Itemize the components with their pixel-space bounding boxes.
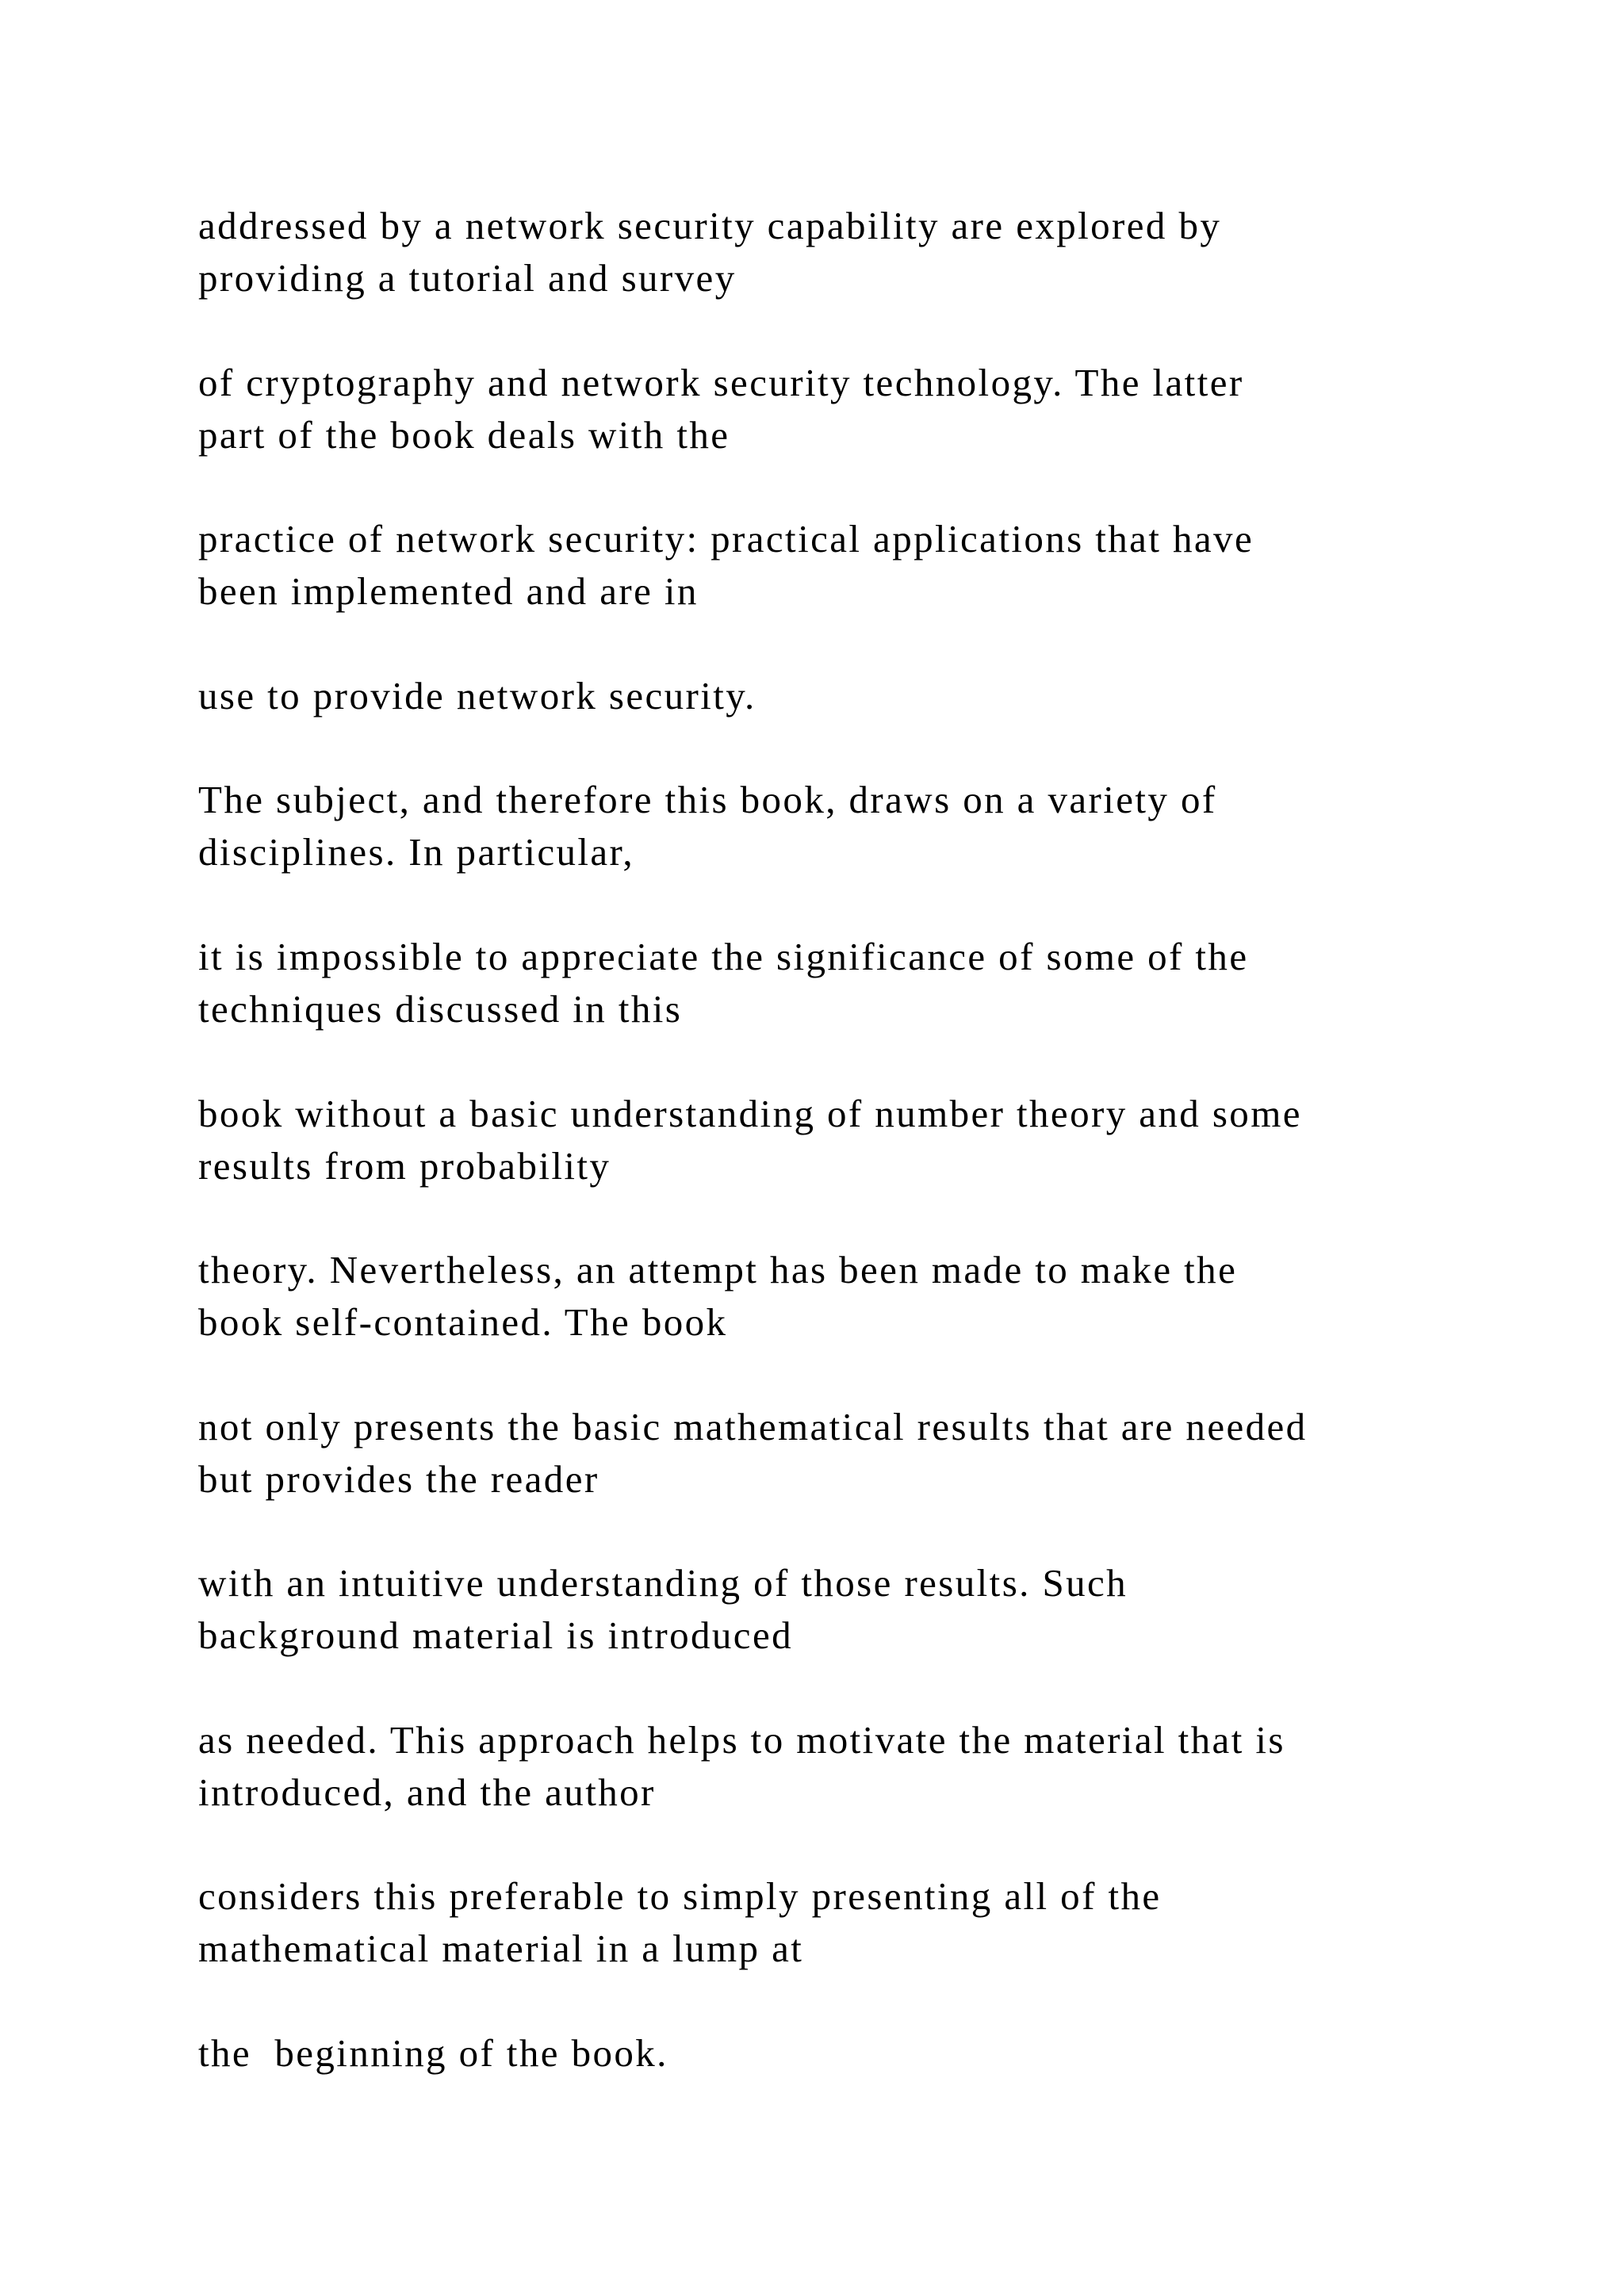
text-line: The subject, and therefore this book, draws on a variety of [198, 778, 1217, 821]
text-line: techniques discussed in this [198, 987, 683, 1031]
text-line: of cryptography and network security technology. The latter [198, 361, 1244, 404]
text-line: providing a tutorial and survey [198, 256, 737, 300]
text-line: mathematical material in a lump at [198, 1927, 804, 1970]
text-line: practice of network security: practical applications that have [198, 517, 1254, 561]
text-line: use to provide network security. [198, 674, 756, 718]
text-line: it is impossible to appreciate the significance of some of the [198, 935, 1249, 978]
text-line: with an intuitive understanding of those results. Such [198, 1561, 1128, 1605]
text-line: been implemented and are in [198, 569, 699, 613]
text-line: as needed. This approach helps to motivate the material that is [198, 1718, 1285, 1762]
text-line: book self-contained. The book [198, 1300, 728, 1344]
text-line: results from probability [198, 1144, 611, 1188]
text-line: disciplines. In particular, [198, 830, 634, 874]
text-line: but provides the reader [198, 1457, 599, 1501]
text-line: introduced, and the author [198, 1770, 656, 1814]
text-line: theory. Nevertheless, an attempt has been made to make the [198, 1248, 1238, 1292]
text-line: considers this preferable to simply presenting all of the [198, 1874, 1162, 1918]
text-line: part of the book deals with the [198, 413, 730, 457]
text-line: the beginning of the book. [198, 2031, 668, 2075]
text-line: not only presents the basic mathematical results that are needed [198, 1405, 1308, 1448]
text-line: background material is introduced [198, 1613, 794, 1657]
text-line: addressed by a network security capability are explored by [198, 204, 1222, 247]
text-line: book without a basic understanding of number theory and some [198, 1092, 1302, 1135]
